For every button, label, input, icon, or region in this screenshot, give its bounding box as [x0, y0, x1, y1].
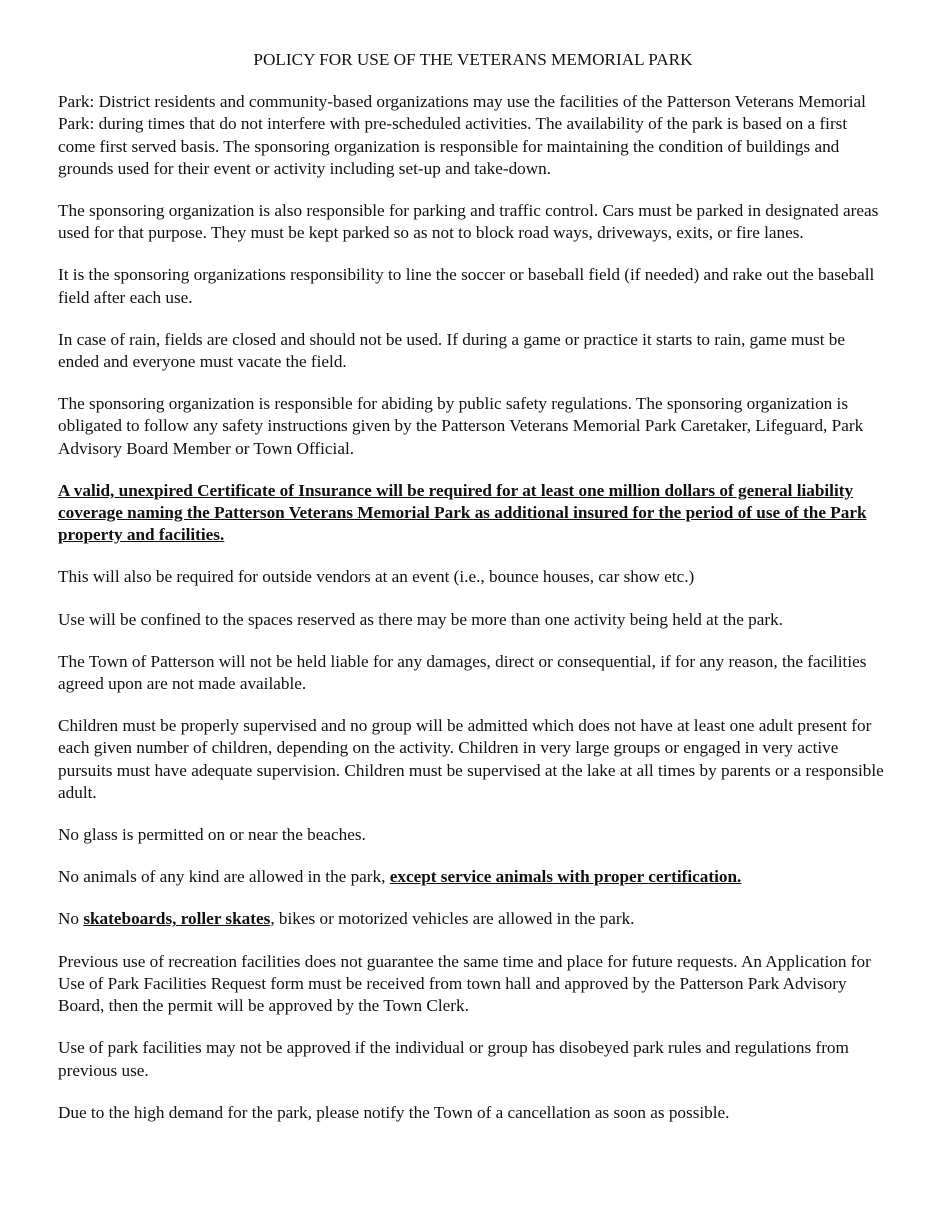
paragraph-previous-use: Previous use of recreation facilities does not guarantee the same time and place for future requests. An Application for Use of Park Facilities Request form must be received from town hall and approved by the Patterson Park Advisory Board, then the permit will be approved by the Town Clerk. [58, 951, 871, 1016]
paragraph-field-lining: It is the sponsoring organizations responsibility to line the soccer or baseball field (if needed) and rake out the baseball field after each use. [58, 265, 875, 307]
paragraph-glass: No glass is permitted on or near the beaches. [58, 825, 366, 845]
paragraph-safety: The sponsoring organization is responsible for abiding by public safety regulations. The sponsoring organization is obligated to follow any safety instructions given by the Patterson Veterans Memorial Park Caretaker, Lifeguard, Park Advisory Board Member or Town Official. [58, 394, 864, 458]
paragraph-reserved-spaces: Use will be confined to the spaces reserved as there may be more than one activity being held at the park. [58, 609, 783, 629]
paragraph-animals [58, 866, 888, 888]
paragraph-park-usage: Park: District residents and community-based organizations may use the facilities of the Patterson Veterans Memorial Park: during times that do not interfere with pre-scheduled activities. The availability of the park is based on a first come first served basis. The sponsoring organization is responsible for maintaining the condition of buildings and grounds used for their event or activity including set-up and take-down. [58, 92, 866, 178]
document-title: POLICY FOR USE OF THE VETERANS MEMORIAL PARK [253, 50, 693, 69]
animals-text: No animals of any kind are allowed in the park, [58, 867, 390, 887]
paragraph-disobeyed-rules: Use of park facilities may not be approved if the individual or group has disobeyed park rules and regulations from previous use. [58, 1038, 849, 1080]
paragraph-vendors: This will also be required for outside vendors at an event (i.e., bounce houses, car show etc.) [58, 567, 695, 587]
paragraph-children: Children must be properly supervised and no group will be admitted which does not have at least one adult present for each given number of children, depending on the activity. Children in very large groups or engaged in very active pursuits must have adequate supervision. Children must be supervised at the lake at all times by parents or a responsible adult. [58, 716, 884, 802]
paragraph-cancellation: Due to the high demand for the park, please notify the Town of a cancellation as soon as possible. [58, 1102, 730, 1122]
animals-exception: except service animals with proper certification. [389, 867, 742, 887]
vehicles-text-post: , bikes or motorized vehicles are allowed in the park. [270, 909, 635, 929]
paragraph-insurance: A valid, unexpired Certificate of Insurance will be required for at least one million dollars of general liability coverage naming the Patterson Veterans Memorial Park as additional insured for the period of use of the Park property and facilities. [58, 480, 867, 545]
paragraph-parking: The sponsoring organization is also responsible for parking and traffic control. Cars must be parked in designated areas used for that purpose. They must be kept parked so as not to block road ways, driveways, exits, or fire lanes. [58, 201, 879, 243]
paragraph-vehicles [58, 908, 888, 930]
vehicles-text-pre: No [58, 909, 84, 929]
policy-document [58, 49, 888, 1144]
vehicles-emphasis: skateboards, roller skates [83, 909, 271, 929]
paragraph-liability: The Town of Patterson will not be held liable for any damages, direct or consequential, if for any reason, the facilities agreed upon are not made available. [58, 651, 867, 694]
paragraph-rain: In case of rain, fields are closed and should not be used. If during a game or practice it starts to rain, game must be ended and everyone must vacate the field. [58, 329, 846, 372]
